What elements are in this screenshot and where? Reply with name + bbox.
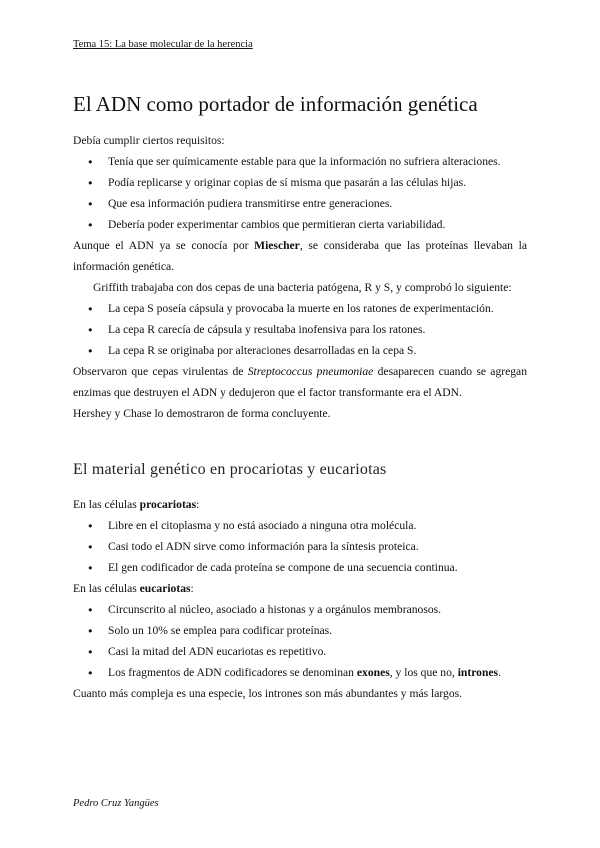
list-item: ● Tenía que ser químicamente estable para que la información no sufriera alteraciones. [73,151,527,172]
list-item: ● Casi todo el ADN sirve como información para la síntesis proteica. [73,536,527,557]
prok-post: : [196,498,200,511]
list-item: ● Solo un 10% se emplea para codificar proteínas. [73,620,527,641]
observed-post: desaparecen cuando se agregan enzimas que destruyen el ADN y dedujeron que el factor transformante era el ADN. [73,365,527,399]
euk-last-pre: Los fragmentos de ADN codificadores se denominan [108,666,357,679]
eukaryotes-list [73,599,527,683]
griffith-paragraph: Griffith trabajaba con dos cepas de una bacteria patógena, R y S, y comprobó lo siguiente: [93,281,512,294]
section-adn-body [73,130,527,424]
list-item [73,662,527,683]
section-title-material: El material genético en procariotas y eucariotas [73,461,387,478]
miescher-pre: Aunque el ADN ya se conocía por [73,239,255,252]
observed-paragraph [73,361,527,403]
list-item: ● El gen codificador de cada proteína se compone de una secuencia continua. [73,557,527,578]
prokaryotes-list [73,515,527,578]
euk-post: : [190,582,194,595]
list-item: ● Podía replicarse y originar copias de sí misma que pasarán a las células hijas. [73,172,527,193]
list-item: ● Debería poder experimentar cambios que permitieran cierta variabilidad. [73,214,527,235]
exones-term: exones [356,666,390,679]
list-item: ● Casi la mitad del ADN eucariotas es repetitivo. [73,641,527,662]
list-item: ● Libre en el citoplasma y no está asociado a ninguna otra molécula. [73,515,527,536]
euk-last-mid: , y los que no, [389,666,458,679]
list-item: ● Que esa información pudiera transmitirse entre generaciones. [73,193,527,214]
eukaryotes-intro [73,578,527,599]
list-item: ● La cepa R se originaba por alteraciones desarrolladas en la cepa S. [73,340,527,361]
section-title-adn: El ADN como portador de información genética [73,92,478,116]
miescher-name: Miescher [254,239,300,252]
species-name: Streptococcus pneumoniae [247,365,374,378]
euk-bold: eucariotas [139,582,191,595]
intrones-term: intrones [457,666,499,679]
miescher-post: , se consideraba que las proteínas llevaban la información genética. [73,239,527,273]
list-item: ● La cepa S poseía cápsula y provocaba la muerte en los ratones de experimentación. [73,298,527,319]
section-material-body [73,494,527,704]
requirements-intro: Debía cumplir ciertos requisitos: [73,134,225,147]
griffith-list [73,298,527,361]
miescher-paragraph [73,235,527,277]
page-header: Tema 15: La base molecular de la herencia [73,39,253,50]
euk-pre: En las células [73,582,140,595]
prok-bold: procariotas [139,498,197,511]
hershey-paragraph: Hershey y Chase lo demostraron de forma concluyente. [73,407,331,420]
list-item: ● Circunscrito al núcleo, asociado a histonas y a orgánulos membranosos. [73,599,527,620]
page-footer-author: Pedro Cruz Yangües [73,798,159,809]
prok-pre: En las células [73,498,140,511]
euk-last-post: . [498,666,501,679]
requirements-list [73,151,527,235]
observed-pre: Observaron que cepas virulentas de [73,365,248,378]
prokaryotes-intro [73,494,527,515]
closing-paragraph: Cuanto más compleja es una especie, los intrones son más abundantes y más largos. [73,687,463,700]
list-item: ● La cepa R carecía de cápsula y resultaba inofensiva para los ratones. [73,319,527,340]
